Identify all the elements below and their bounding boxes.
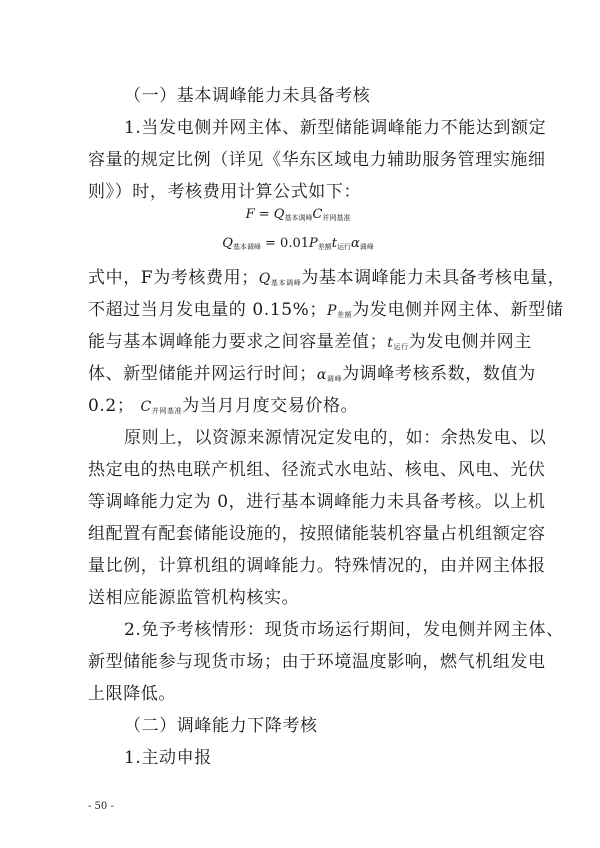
para1-line-1: 1.当发电侧并网主体、新型储能调峰能力不能达到额定 <box>124 118 547 138</box>
para3-line-3: 等调峰能力定为 0，进行基本调峰能力未具备考核。以上机 <box>88 492 546 512</box>
para3-line-5: 量比例，计算机组的调峰能力。特殊情况的，由并网主体报 <box>88 556 546 576</box>
para4-line-3: 上限降低。 <box>88 684 176 704</box>
formula-quantity: $Q_{基本调峰} = 0.01P_{差额}t_{运行}\alpha_{调峰}$ <box>222 236 374 251</box>
section-heading-2: （二）调峰能力下降考核 <box>124 716 318 736</box>
para1-line-2: 容量的规定比例（详见《华东区域电力辅助服务管理实施细 <box>88 150 546 170</box>
para2-line-4: 体、新型储能并网运行时间；α调峰为调峰考核系数，数值为 <box>88 364 536 384</box>
para3-line-1: 原则上，以资源来源情况定发电的，如：余热发电、以 <box>124 428 547 448</box>
list-item-1: 1.主动申报 <box>124 748 212 768</box>
para4-line-1: 2.免予考核情形：现货市场运行期间，发电侧并网主体、 <box>124 620 564 640</box>
para4-line-2: 新型储能参与现货市场；由于环境温度影响，燃气机组发电 <box>88 652 546 672</box>
para3-line-4: 组配置有配套储能设施的，按照储能装机容量占机组额定容 <box>88 524 546 544</box>
para2-line-5: 0.2； C并网基准为当月月度交易价格。 <box>88 396 359 416</box>
section-heading-1: （一）基本调峰能力未具备考核 <box>124 86 371 106</box>
para2-line-3: 能与基本调峰能力要求之间容量差值；t运行为发电侧并网主 <box>88 332 532 352</box>
para2-line-2: 不超过当月发电量的 0.15%；P差额为发电侧并网主体、新型储 <box>88 300 564 320</box>
formula-fee: $F = Q_{基本调峰}C_{并网基准}$ <box>245 207 351 222</box>
para3-line-2: 热定电的热电联产机组、径流式水电站、核电、风电、光伏 <box>88 460 546 480</box>
para3-line-6: 送相应能源监管机构核实。 <box>88 588 300 608</box>
page-number: - 50 - <box>88 801 114 812</box>
para2-line-1: 式中，F为考核费用；Q基本调峰为基本调峰能力未具备考核电量， <box>88 268 566 288</box>
para1-line-3: 则》）时，考核费用计算公式如下： <box>88 182 362 202</box>
